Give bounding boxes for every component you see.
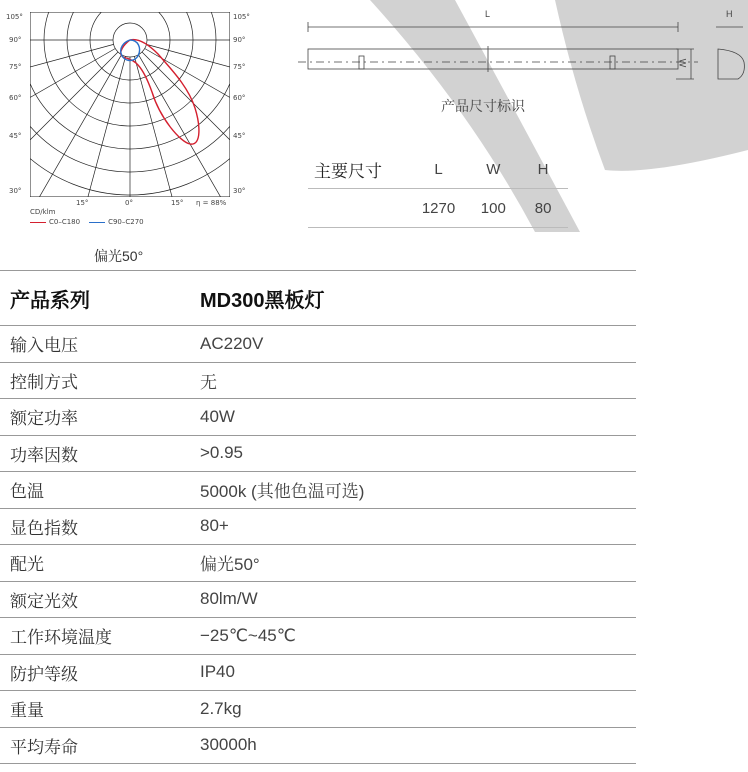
legend-swatch-c0 [30,222,46,223]
bottom-label-15-right: 15° [171,199,184,207]
spec-row [0,691,636,728]
bottom-label-0: 0° [125,199,133,207]
dimension-header-h: H [537,160,549,178]
spec-value: 80lm/W [200,589,258,609]
polar-caption: 偏光50° [94,248,144,264]
dimension-header-w: W [486,160,501,178]
spec-key: 配光 [10,555,44,575]
spec-key: 输入电压 [10,336,78,356]
spec-header-row [0,271,636,326]
spec-value: AC220V [200,333,264,353]
spec-value: 偏光50° [200,555,260,575]
dimension-value-l: 1270 [421,199,456,217]
angle-label-right-45: 45° [233,132,246,140]
spec-key: 防护等级 [10,664,78,684]
dimension-value-h: 80 [534,199,552,217]
spec-value: 80+ [200,516,229,536]
spec-value: −25℃~45℃ [200,625,296,645]
spec-row [0,363,636,400]
angle-label-right-105: 105° [233,13,250,21]
dimension-table-values [308,189,568,228]
spec-key: 平均寿命 [10,737,78,757]
dimension-drawing [298,6,748,86]
dimension-table-header [308,150,568,189]
dimension-caption: 产品尺寸标识 [441,98,525,114]
angle-label-left-75: 75° [9,63,22,71]
dim-label-h: H [726,9,733,19]
angle-label-left-60: 60° [9,94,22,102]
dim-label-l: L [485,9,491,19]
spec-row [0,618,636,655]
spec-value: 5000k (其他色温可选) [200,482,365,502]
angle-label-right-60: 60° [233,94,246,102]
spec-row [0,545,636,582]
spec-value: 2.7kg [200,698,242,718]
dim-label-w: W [677,58,688,68]
angle-label-right-75: 75° [233,63,246,71]
angle-label-left-30: 30° [9,187,22,195]
spec-key: 额定功率 [10,409,78,429]
spec-header-key: 产品系列 [10,289,90,312]
dimension-header-l: L [434,160,443,178]
dimension-table [308,150,568,228]
spec-value: 无 [200,372,217,392]
spec-row [0,436,636,473]
spec-key: 色温 [10,482,44,502]
bottom-label-15-left: 15° [76,199,89,207]
spec-header-value: MD300黑板灯 [200,289,325,312]
dimension-table-title: 主要尺寸 [314,161,382,181]
spec-key: 重量 [10,701,44,721]
angle-label-left-90: 90° [9,36,22,44]
dimension-value-w: 100 [480,199,506,217]
legend-c0-c180: C0–C180 [49,218,81,226]
unit-label: CD/klm [30,208,56,216]
polar-distribution-chart [30,12,230,197]
legend-swatch-c90 [89,222,105,223]
spec-key: 控制方式 [10,372,78,392]
angle-label-left-105: 105° [6,13,23,21]
spec-value: 30000h [200,735,257,755]
spec-value: IP40 [200,662,235,682]
spec-table [0,270,636,764]
polar-legend [30,208,144,226]
spec-row [0,509,636,546]
spec-value: 40W [200,406,235,426]
spec-row [0,655,636,692]
spec-key: 显色指数 [10,518,78,538]
efficiency-label: η = 88% [196,199,227,207]
spec-row [0,728,636,765]
angle-label-left-45: 45° [9,132,22,140]
spec-row [0,472,636,509]
spec-key: 工作环境温度 [10,628,112,648]
spec-key: 额定光效 [10,591,78,611]
angle-label-right-30: 30° [233,187,246,195]
spec-row [0,326,636,363]
spec-row [0,582,636,619]
spec-key: 功率因数 [10,445,78,465]
legend-c90-c270: C90–C270 [108,218,144,226]
angle-label-right-90: 90° [233,36,246,44]
spec-value: >0.95 [200,443,244,463]
spec-row [0,399,636,436]
